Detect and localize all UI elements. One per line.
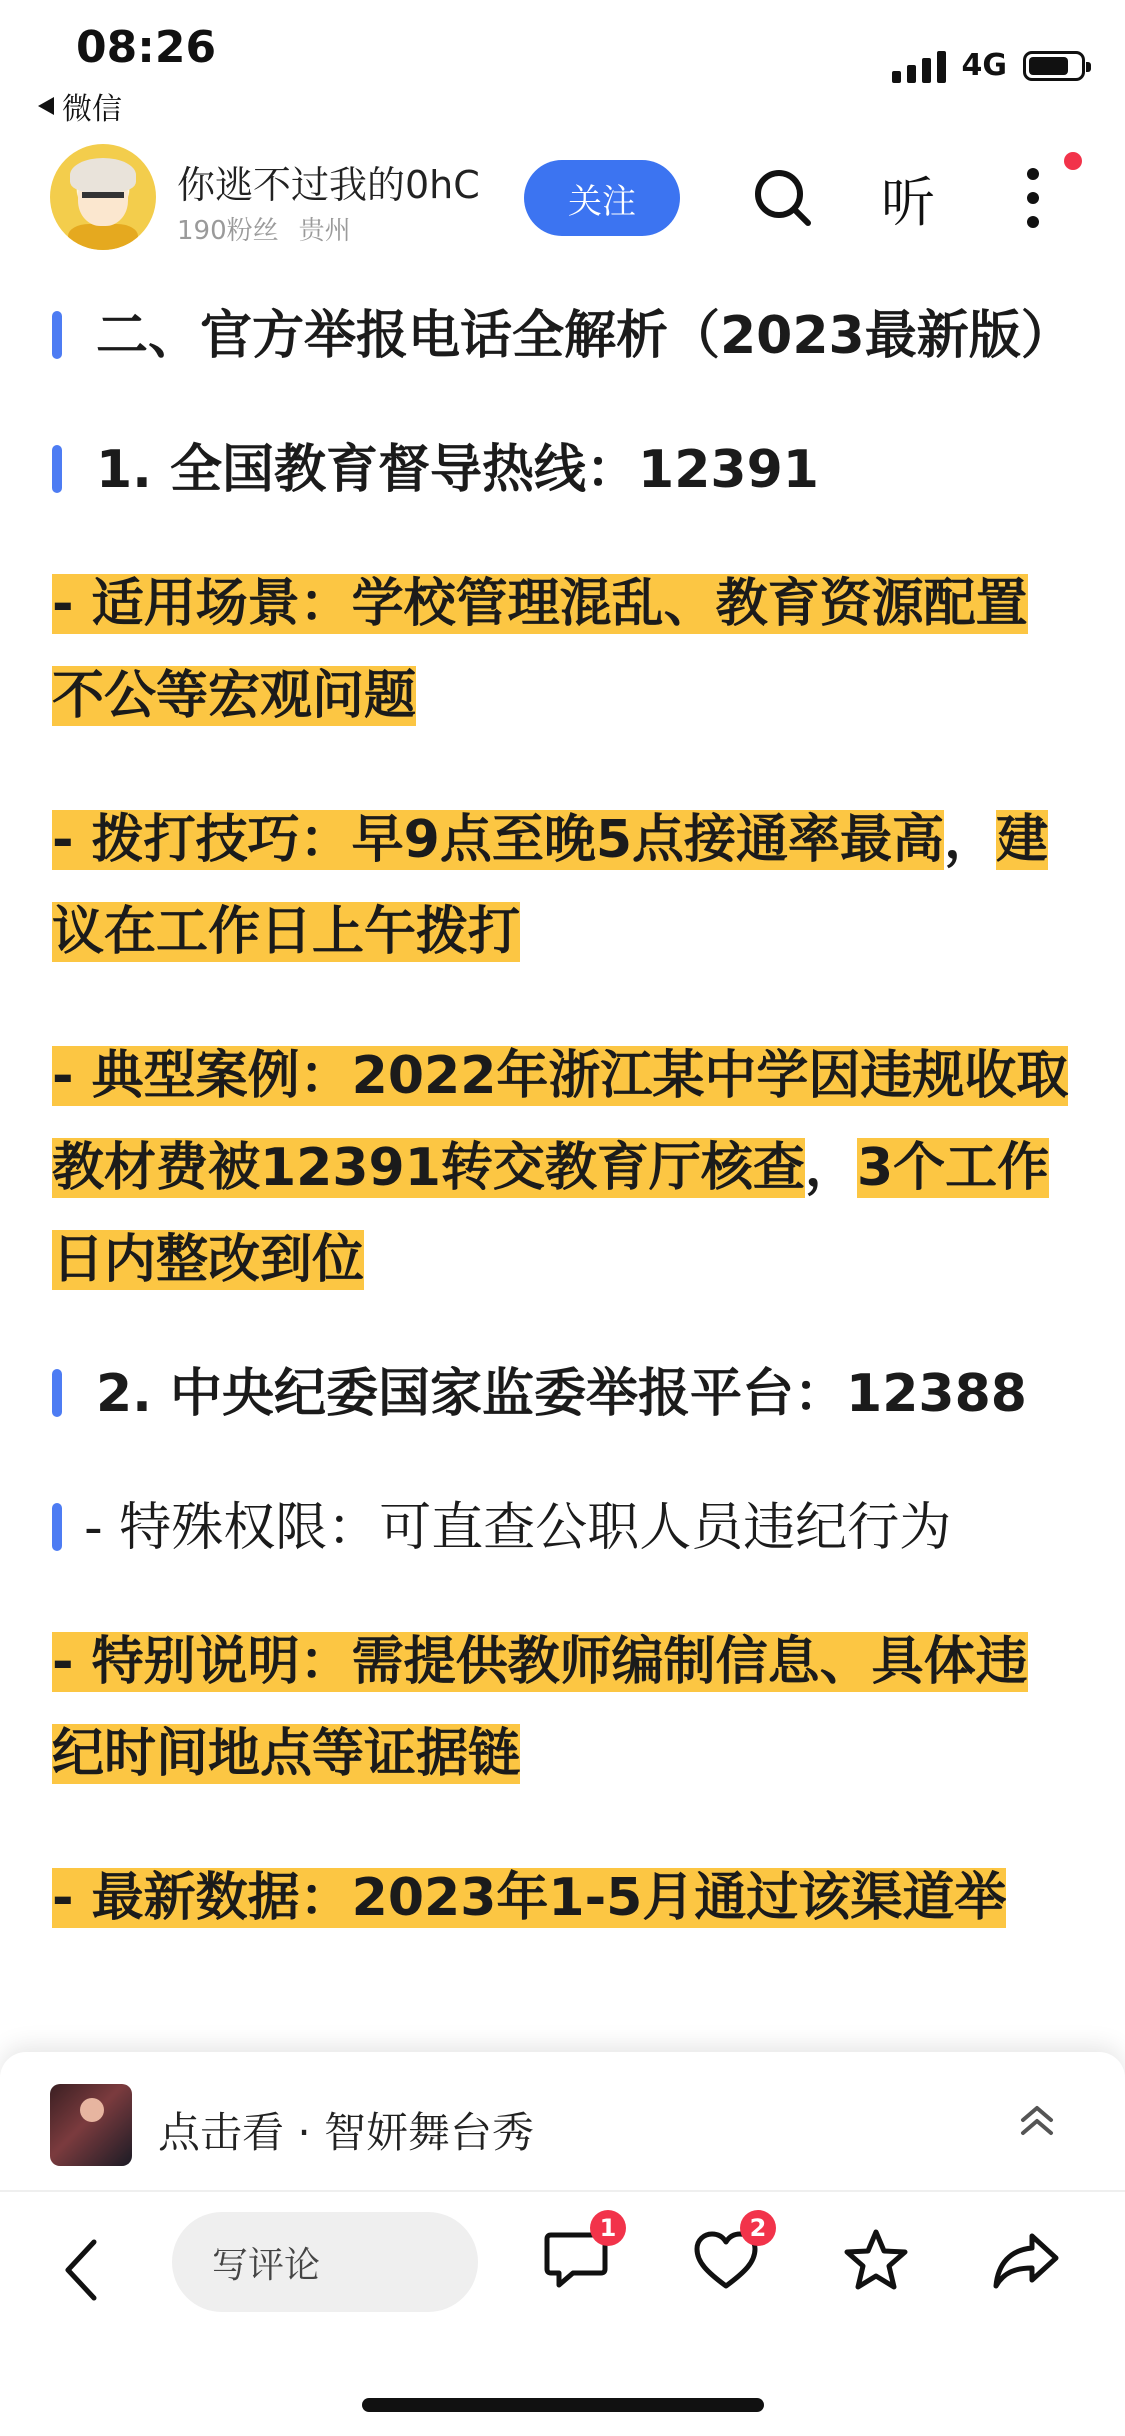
back-triangle-icon: [36, 95, 56, 117]
follow-button[interactable]: 关注: [524, 160, 680, 236]
highlighted-text: - 典型案例：2022年浙江某中学因违规收取教材费被12391转交教育厅核查: [52, 1046, 1069, 1198]
author-location: 贵州: [298, 216, 351, 246]
separator: ，: [804, 1138, 857, 1198]
section-heading-text: 二、官方举报电话全解析（2023最新版）: [96, 306, 1073, 366]
heading-bar: [52, 1503, 62, 1551]
comment-input[interactable]: 写评论: [172, 2212, 478, 2312]
share-button[interactable]: [986, 2220, 1066, 2300]
back-app-label: 微信: [62, 92, 122, 127]
home-indicator: [362, 2398, 764, 2412]
more-vertical-icon: [1026, 166, 1040, 230]
paragraph-note: [52, 1616, 1074, 1800]
listen-button[interactable]: 听: [881, 170, 935, 234]
heading-bar: [52, 311, 62, 359]
expand-button[interactable]: [1007, 2090, 1067, 2150]
paragraph-tips: [52, 794, 1074, 978]
paragraph-case: [52, 1030, 1074, 1306]
highlighted-text: - 拨打技巧：早9点至晚5点接通率最高: [52, 810, 945, 870]
highlighted-text: 3个工作日内整改到位: [52, 1138, 1050, 1290]
battery-icon: [1023, 51, 1085, 81]
chevron-left-icon: [62, 2238, 98, 2302]
author-avatar[interactable]: [50, 144, 156, 250]
heading-bar: [52, 445, 62, 493]
highlighted-text: - 适用场景：学校管理混乱、教育资源配置不公等宏观问题: [52, 574, 1028, 726]
double-chevron-up-icon: [1017, 2100, 1057, 2140]
like-button[interactable]: [686, 2214, 767, 2300]
back-to-app[interactable]: [36, 84, 122, 128]
search-button[interactable]: [748, 160, 818, 236]
subheading-1: [52, 424, 1074, 516]
signal-icon: [892, 49, 946, 83]
status-indicators: [892, 48, 1086, 83]
separator: ，: [944, 810, 997, 870]
comment-count-badge: 1: [590, 2210, 626, 2246]
subheading-1-text: 1. 全国教育督导热线：12391: [96, 440, 819, 500]
follower-count: 190粉丝: [177, 216, 279, 246]
highlighted-text: - 特别说明：需提供教师编制信息、具体违纪时间地点等证据链: [52, 1632, 1028, 1784]
author-meta: [177, 210, 351, 247]
favorite-button[interactable]: [836, 2220, 916, 2300]
feed-thumbnail[interactable]: [50, 2084, 132, 2166]
feed-recommendation[interactable]: 点击看 · 智妍舞台秀: [158, 2108, 535, 2157]
heading-bar: [52, 1369, 62, 1417]
network-type: 4G: [961, 48, 1007, 83]
article-body: [52, 290, 1074, 1944]
special-permission-text: - 特殊权限：可直查公职人员违纪行为: [84, 1498, 952, 1558]
special-permission: [52, 1482, 1074, 1574]
highlighted-text: 建议在工作日上午拨打: [52, 810, 1049, 962]
share-icon: [992, 2230, 1060, 2290]
section-heading: [52, 290, 1074, 382]
author-name[interactable]: 你逃不过我的0hC: [177, 163, 480, 207]
status-time: 08:26: [76, 22, 217, 73]
paragraph-scenario: [52, 558, 1074, 742]
search-icon: [752, 167, 814, 229]
like-count-badge: 2: [740, 2210, 776, 2246]
more-button[interactable]: [1010, 160, 1056, 236]
paragraph-data: [52, 1852, 1074, 1944]
highlighted-text: - 最新数据：2023年1-5月通过该渠道举: [52, 1868, 1007, 1928]
divider: [0, 2190, 1125, 2192]
back-button[interactable]: [62, 2230, 112, 2310]
subheading-2: [52, 1348, 1074, 1440]
notification-dot: [1064, 152, 1082, 170]
star-icon: [843, 2228, 909, 2292]
subheading-2-text: 2. 中央纪委国家监委举报平台：12388: [96, 1364, 1027, 1424]
comment-button[interactable]: [536, 2214, 617, 2300]
